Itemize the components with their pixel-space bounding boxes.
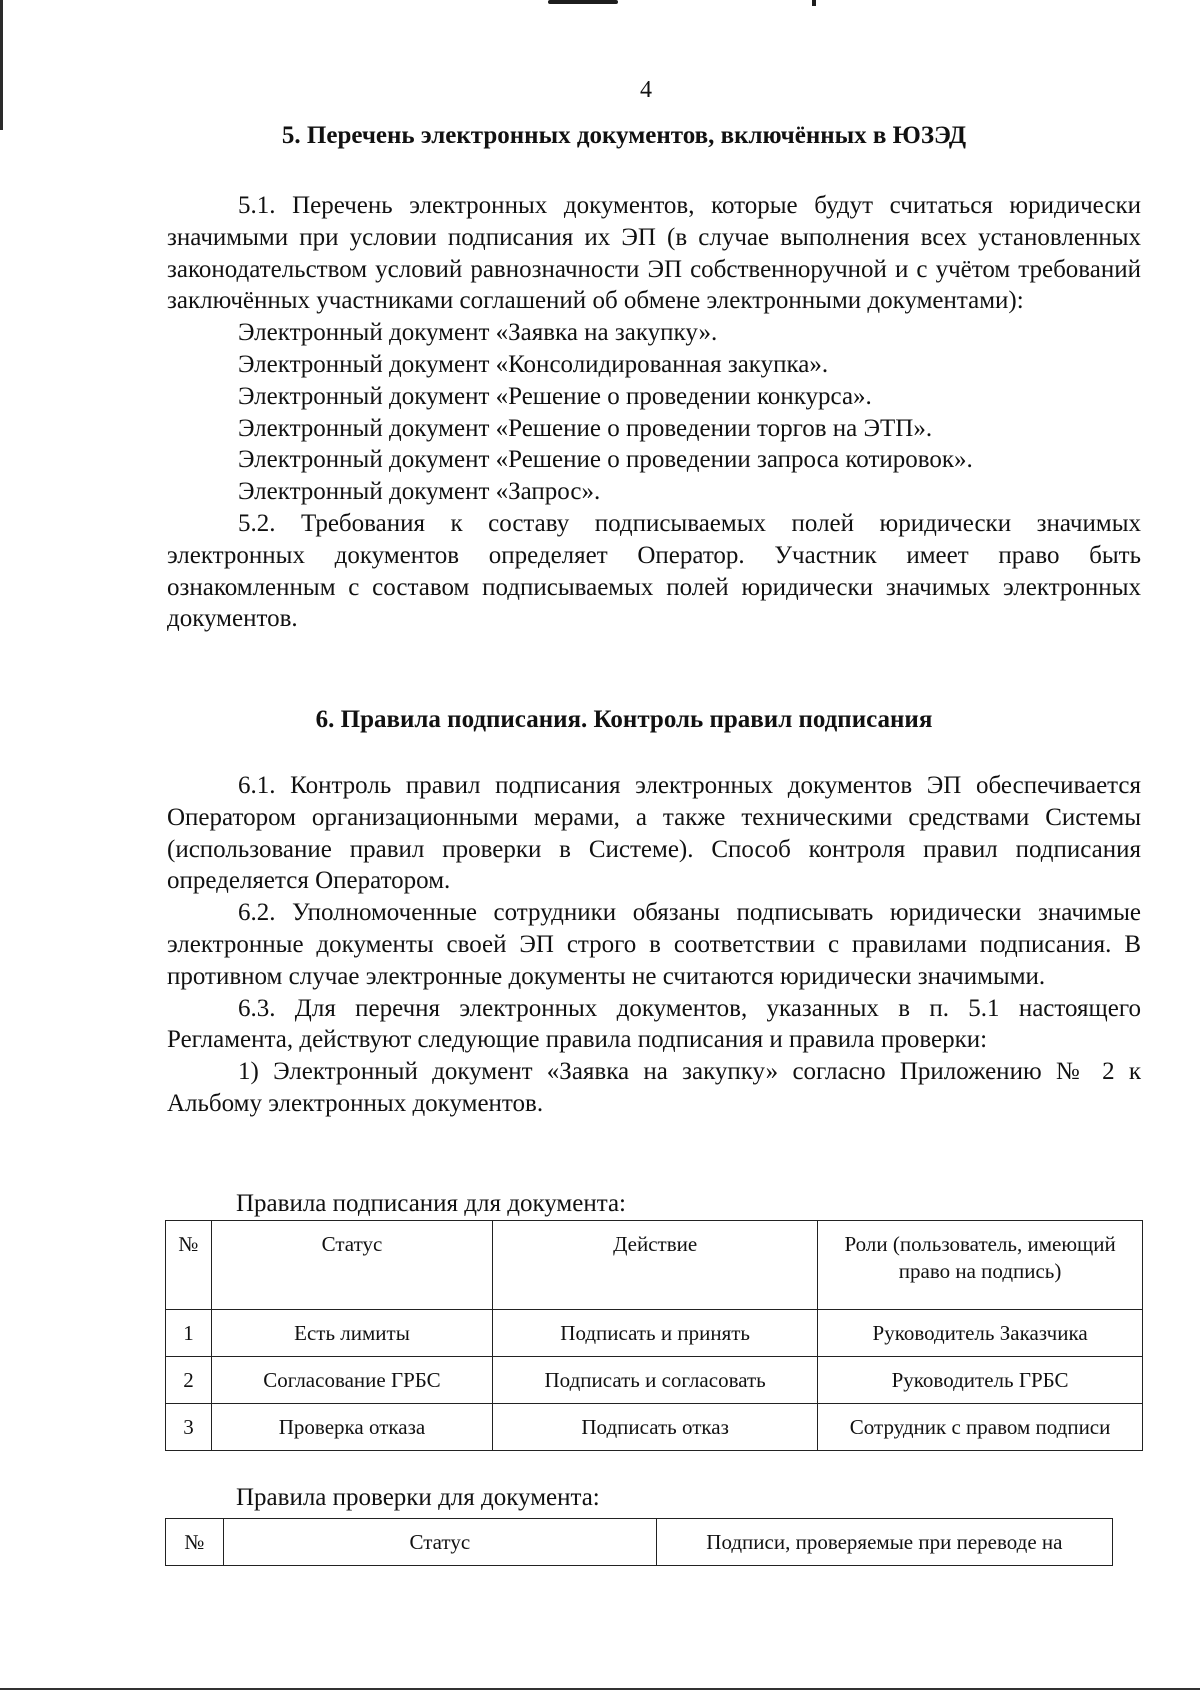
table-row (166, 1357, 1143, 1404)
cell-number: 3 (166, 1404, 212, 1451)
cell-action: Подписать и принять (493, 1310, 818, 1357)
cell-number: 2 (166, 1357, 212, 1404)
paragraph-6-3-item-1: 1) Электронный документ «Заявка на закупку» согласно Приложению № 2 к Альбому электронных документов. (167, 1058, 1141, 1117)
header-cell-roles: Роли (пользователь, имеющий право на подпись) (818, 1221, 1143, 1310)
cell-number: 1 (166, 1310, 212, 1357)
paragraph-6-2: 6.2. Уполномоченные сотрудники обязаны подписывать юридически значимые электронные документы своей ЭП строго в соответствии с правилами подписания. В противном случае электронные документы не считаются юридически значимыми. (167, 899, 1141, 990)
paragraph-5-1: 5.1. Перечень электронных документов, которые будут считаться юридически значимыми при условии подписания их ЭП (в случае выполнения всех установленных законодательством условий равнозначности ЭП собственноручной и с учётом требований заключённых участниками соглашений об обмене электронными документами): (167, 192, 1141, 315)
table-header-row (166, 1221, 1143, 1310)
signing-table-caption: Правила подписания для документа: (236, 1190, 626, 1217)
cell-roles: Сотрудник с правом подписи (818, 1404, 1143, 1451)
page-number: 4 (640, 77, 652, 103)
section-5-heading: 5. Перечень электронных документов, включённых в ЮЗЭД (281, 122, 967, 149)
list-item: Электронный документ «Решение о проведении торгов на ЭТП». (238, 414, 933, 442)
list-item: Электронный документ «Консолидированная закупка». (238, 350, 829, 378)
header-cell-number: № (166, 1221, 212, 1310)
paragraph-6-1: 6.1. Контроль правил подписания электронных документов ЭП обеспечивается Оператором организационными мерами, а также техническими средствами Системы (использование правил проверки в Системе). Способ контроля правил подписания определяется Оператором. (167, 772, 1141, 895)
list-item: Электронный документ «Заявка на закупку». (238, 319, 718, 347)
check-table-caption: Правила проверки для документа: (236, 1484, 600, 1511)
cell-roles: Руководитель ГРБС (818, 1357, 1143, 1404)
scan-top-dot (812, 0, 816, 6)
scan-bottom-line (0, 1688, 1200, 1690)
list-item: Электронный документ «Запрос». (238, 478, 601, 506)
cell-action: Подписать отказ (493, 1404, 818, 1451)
header-cell-action: Действие (493, 1221, 818, 1310)
scan-edge-artifact (0, 0, 3, 130)
header-cell-number: № (166, 1519, 224, 1566)
header-cell-status: Статус (211, 1221, 492, 1310)
signing-rules-table (165, 1220, 1143, 1451)
scan-top-mark (548, 0, 618, 4)
paragraph-5-2: 5.2. Требования к составу подписываемых полей юридически значимых электронных документов определяет Оператор. Участник имеет право быть ознакомленным с составом подписываемых полей юридически значимых электронных документов. (167, 509, 1141, 633)
table-header-row (166, 1519, 1113, 1566)
section-5-body (167, 190, 1141, 635)
table-row (166, 1404, 1143, 1451)
section-6-heading: 6. Правила подписания. Контроль правил подписания (315, 706, 933, 733)
cell-status: Есть лимиты (211, 1310, 492, 1357)
cell-action: Подписать и согласовать (493, 1357, 818, 1404)
cell-roles: Руководитель Заказчика (818, 1310, 1143, 1357)
check-rules-table (165, 1518, 1113, 1566)
table-row (166, 1310, 1143, 1357)
list-item: Электронный документ «Решение о проведении запроса котировок». (238, 446, 973, 474)
cell-status: Проверка отказа (211, 1404, 492, 1451)
cell-status: Согласование ГРБС (211, 1357, 492, 1404)
header-cell-signatures: Подписи, проверяемые при переводе на (656, 1519, 1112, 1566)
list-item: Электронный документ «Решение о проведении конкурса». (238, 382, 872, 410)
paragraph-6-3: 6.3. Для перечня электронных документов, указанных в п. 5.1 настоящего Регламента, действуют следующие правила подписания и правила проверки: (167, 994, 1141, 1054)
header-cell-status: Статус (223, 1519, 656, 1566)
section-6-body (167, 770, 1141, 1120)
